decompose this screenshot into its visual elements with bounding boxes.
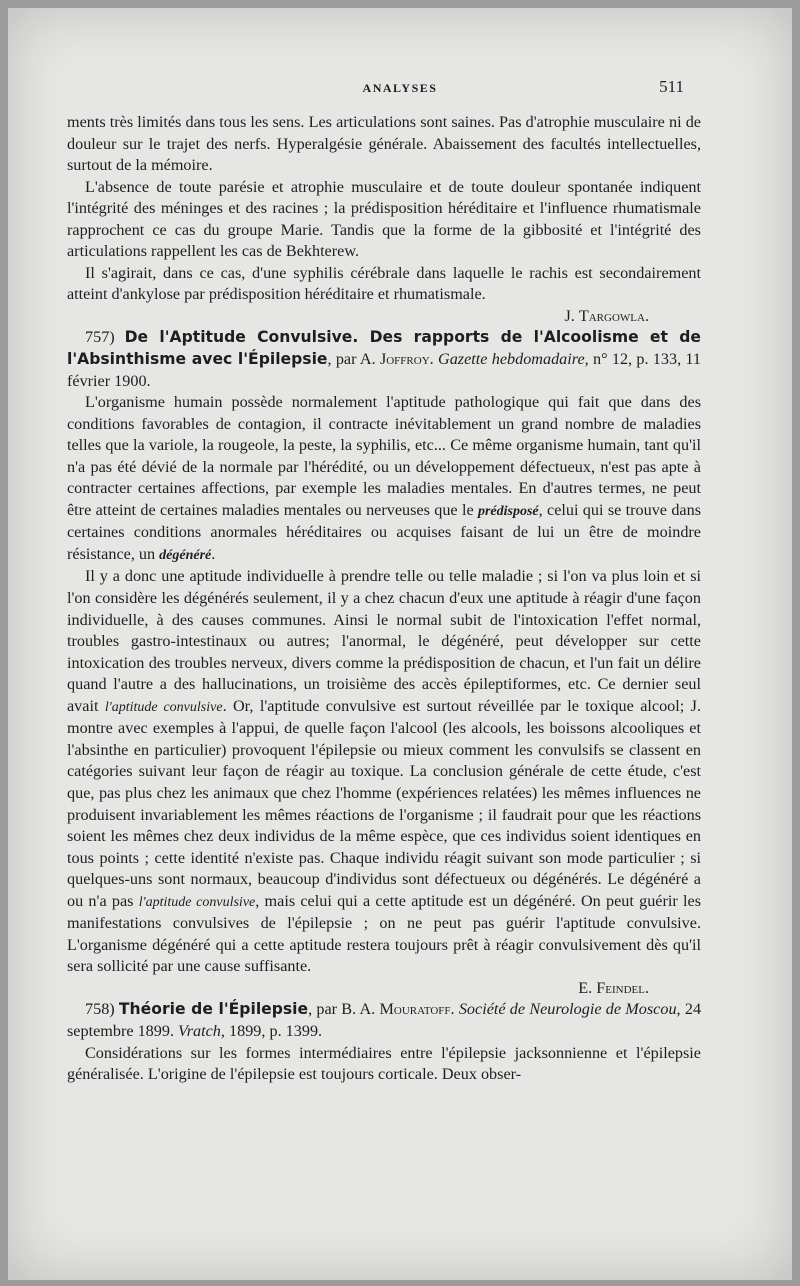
entry-date: 24 septembre 1899. (67, 1000, 702, 1040)
paragraph: Il s'agirait, dans ce cas, d'une syphilis cérébrale dans laquelle le rachis est secondairement atteint d'ankylose par prédisposition héréditaire et rhumatismale. (67, 263, 701, 304)
entry-reference: n° 12, p. 133, 11 février 1900. (67, 350, 702, 390)
entry-number: 758) (85, 1000, 115, 1019)
text-run: . (211, 544, 216, 563)
emphasis: l'aptitude convulsive (104, 699, 223, 715)
signature-name: Targowla. (578, 306, 649, 325)
signature-initial: E. (578, 978, 593, 997)
signature (67, 978, 701, 1000)
entry-title: De l'Aptitude Convulsive. Des rapports de l'Alcoolisme et de l'Absinthisme avec l'Épilepsie (67, 328, 701, 369)
text-run: , mais celui qui a cette aptitude est un dégénéré. On peut guérir les manifestations convulsives de l'épilepsie ; on ne peut pas guérir l'aptitude convulsive. L'organisme dégénéré qui a cette aptitude restera toujours prêt à réagir convulsivement dès qu'il sera sollicité par une cause suffisante. (67, 891, 701, 976)
entry-journal: Vratch, (178, 1021, 225, 1040)
emphasis: prédisposé (477, 503, 539, 519)
paragraph (67, 392, 701, 566)
text-run: . Or, l'aptitude convulsive est surtout réveillée par le toxique alcool; J. montre avec exemples à l'appui, de quelle façon l'alcool (les alcools, les boissons alcooliques et l'absinthe en particulier) provoquent l'épilepsie ou mieux comment les convulsifs se classent en catégories suivant leur façon de réagir au toxique. La conclusion générale de cette étude, c'est que, pas plus chez les animaux que chez l'homme (expériences relatées) les mêmes influences ne produisent invariablement les mêmes réactions de l'organisme ; il faudrait pour que les réactions soient les mêmes chez deux individus de la même espèce, que ces individus soient identiques en tous points ; cette identité n'existe pas. Chaque individu réagit suivant son mode particulier ; si quelques-uns sont normaux, beaucoup d'individus sont défectueux ou dégénérés. Le dégénéré a ou n'a pas (67, 696, 702, 910)
entry-par: , par B. A. (308, 1000, 376, 1019)
entry-journal: Société de Neurologie de Moscou, (458, 1000, 681, 1019)
entry-heading-757 (67, 327, 701, 392)
entry-number: 757) (85, 328, 115, 347)
paragraph: Considérations sur les formes intermédiaires entre l'épilepsie jacksonnienne et l'épilepsie généralisée. L'origine de l'épilepsie est toujours corticale. Deux obser- (67, 1043, 701, 1084)
page-number: 511 (659, 77, 684, 96)
text-run: L'organisme humain possède normalement l'aptitude pathologique qui fait que dans des conditions favorables de contagion, il contracte inévitablement un grand nombre de maladies telles que la variole, la rougeole, la peste, la syphilis, etc... Ce même organisme humain, tant qu'il n'a pas été dévié de la normale par l'hérédité, ou un développement défectueux, n'est pas apte à contracter certaines affections, par exemple les maladies mentales. En d'autres termes, ne peut être atteint de certaines maladies mentales ou nerveuses que le (67, 393, 701, 519)
running-title: ANALYSES (362, 81, 438, 95)
signature-initial: J. (564, 306, 575, 325)
text-column (67, 112, 701, 1086)
entry-journal: Gazette hebdomadaire, (438, 350, 589, 369)
emphasis: dégénéré (159, 547, 212, 563)
entry-heading-758 (67, 999, 701, 1042)
paragraph: ments très limités dans tous les sens. Les articulations sont saines. Pas d'atrophie musculaire ni de douleur sur le trajet des nerfs. Hyperalgésie générale. Abaissement des facultés intellectuelles, surtout de la mémoire. (67, 113, 701, 175)
text-run: Il y a donc une aptitude individuelle à prendre telle ou telle maladie ; si l'on va plus loin et si l'on considère les dégénérés seulement, il y a chez chacun d'eux une aptitude à réagir d'une façon individuelle, à des causes communes. Ainsi le normal subit de l'intoxication l'effet normal, troubles gastro-intestinaux ou autres; l'anormal, le dégénéré, peut développer sur cette intoxication des troubles nerveux, divers comme la prédisposition de chacun, et l'un fait un délire quand l'autre a des hallucinations, un troisième des accès épileptiformes, etc. Ce dernier seul avait (67, 567, 701, 715)
entry-title: Théorie de l'Épilepsie (118, 1000, 309, 1019)
text-run: , celui qui se trouve dans certaines conditions anormales héréditaires ou acquises faisant de lui un être de moindre résistance, un (67, 500, 701, 563)
emphasis: l'aptitude convulsive (138, 894, 256, 910)
entry-author: Mouratoff. (379, 1000, 455, 1019)
page-header (8, 77, 792, 99)
signature (67, 306, 701, 328)
paragraph (67, 566, 701, 977)
entry-par: , par A. (327, 350, 376, 369)
scanned-page (8, 8, 792, 1280)
signature-name: Feindel. (596, 978, 649, 997)
paragraph: L'absence de toute parésie et atrophie musculaire et de toute douleur spontanée indiquent l'intégrité des méninges et des racines ; la prédisposition héréditaire et l'influence rhumatismale rapprochent ce cas du groupe Marie. Tandis que la forme de la gibbosité et l'intégrité des articulations rappellent les cas de Bekhterew. (67, 177, 701, 261)
entry-reference: 1899, p. 1399. (229, 1021, 323, 1040)
entry-author: Joffroy. (379, 350, 434, 369)
